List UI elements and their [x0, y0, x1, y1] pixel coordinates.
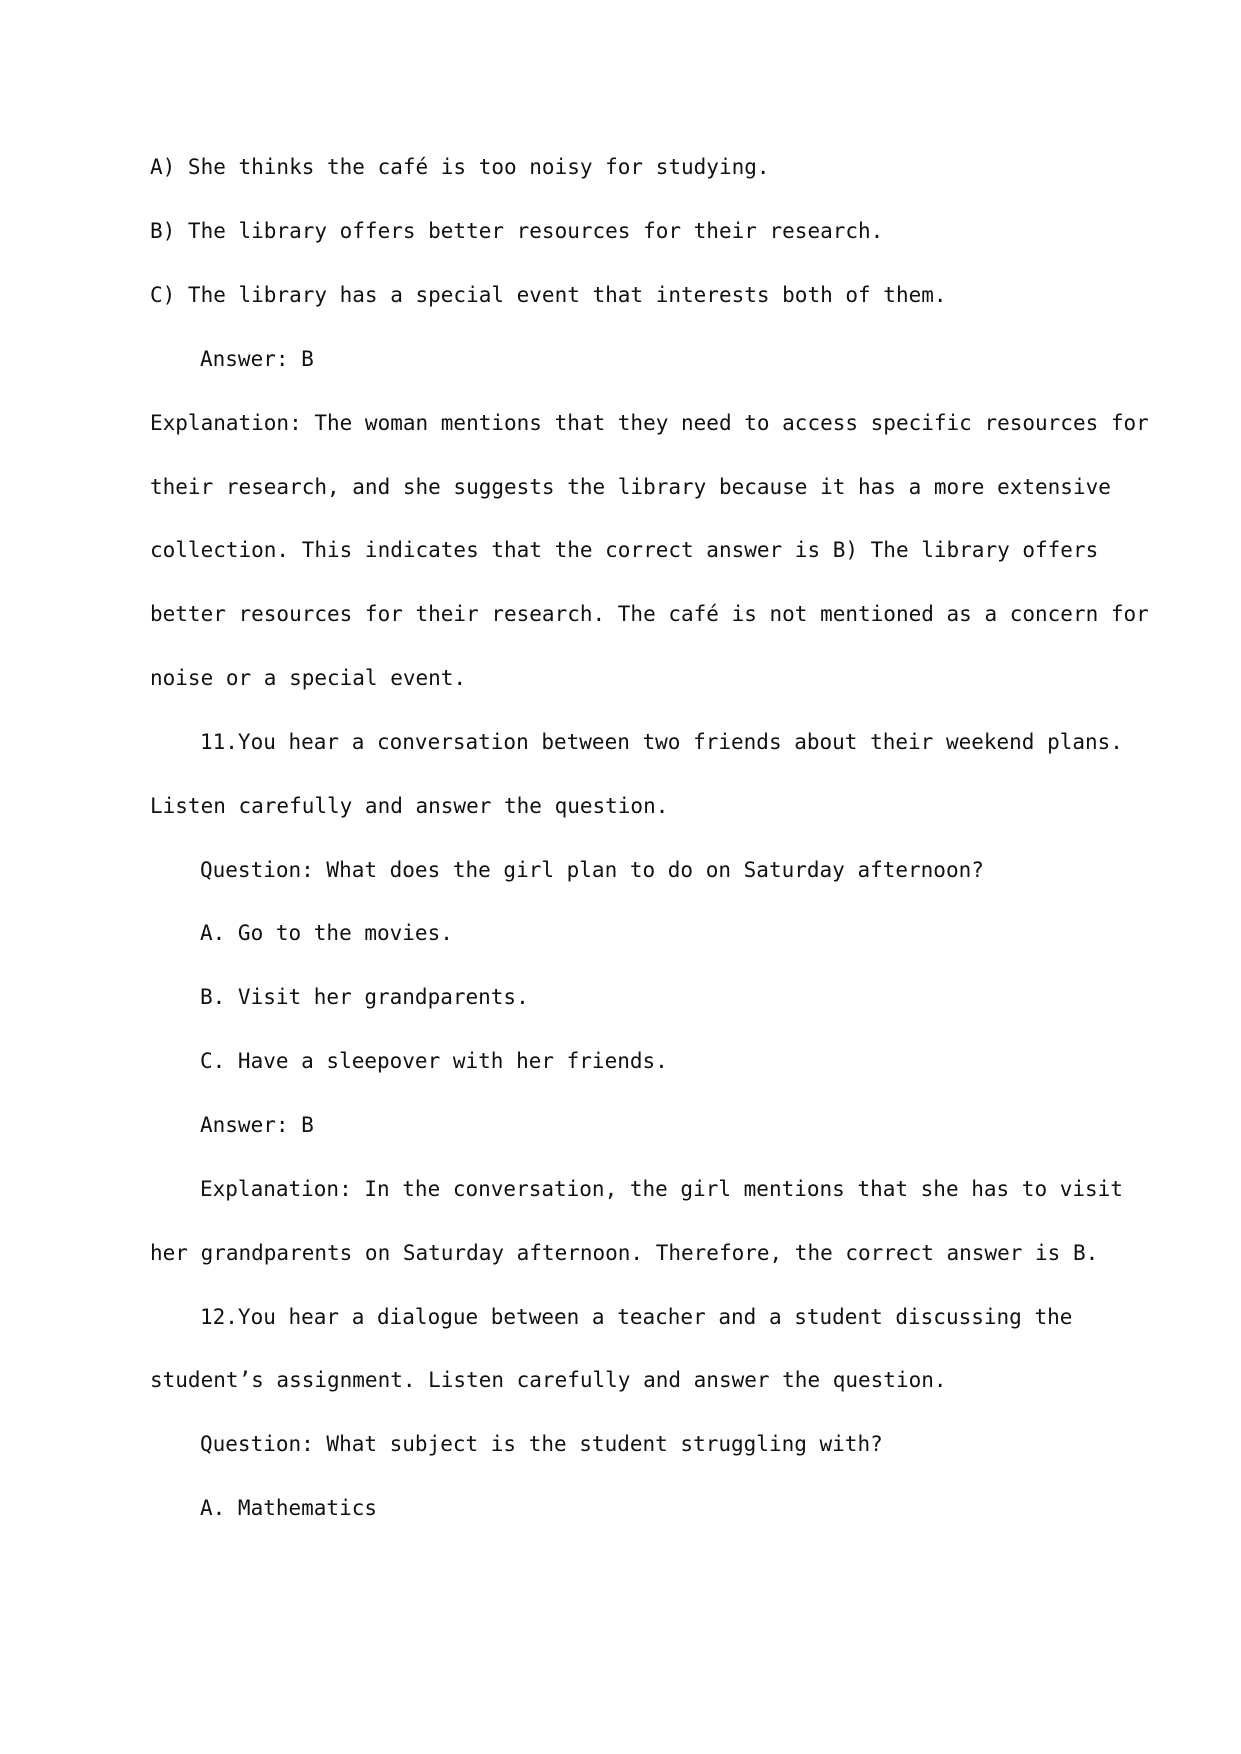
explanation-prev-line-1: Explanation: The woman mentions that they need to access specific resources for: [150, 411, 1149, 435]
option-a-prev: A) She thinks the café is too noisy for studying.: [150, 155, 770, 179]
question-11-option-a: A. Go to the movies.: [200, 921, 453, 945]
question-12-intro-line-1: 12.You hear a dialogue between a teacher and a student discussing the: [200, 1305, 1073, 1329]
explanation-prev-line-3: collection. This indicates that the correct answer is B) The library offers: [150, 538, 1099, 562]
question-12-option-a: A. Mathematics: [200, 1496, 378, 1520]
question-11-option-c: C. Have a sleepover with her friends.: [200, 1049, 668, 1073]
question-11-intro-line-1: 11.You hear a conversation between two friends about their weekend plans.: [200, 730, 1123, 754]
explanation-prev-line-5: noise or a special event.: [150, 666, 467, 690]
question-11-option-b: B. Visit her grandparents.: [200, 985, 529, 1009]
option-b-prev: B) The library offers better resources for their research.: [150, 219, 884, 243]
explanation-prev-line-4: better resources for their research. The café is not mentioned as a concern for: [150, 602, 1149, 626]
question-12-text: Question: What subject is the student struggling with?: [200, 1432, 883, 1456]
question-11-explanation-line-2: her grandparents on Saturday afternoon. Therefore, the correct answer is B.: [150, 1241, 1099, 1265]
option-c-prev: C) The library has a special event that interests both of them.: [150, 283, 947, 307]
question-12-intro-line-2: student’s assignment. Listen carefully and answer the question.: [150, 1368, 947, 1392]
explanation-prev-line-2: their research, and she suggests the library because it has a more extensive: [150, 475, 1111, 499]
question-11-intro-line-2: Listen carefully and answer the question.: [150, 794, 669, 818]
question-11-text: Question: What does the girl plan to do on Saturday afternoon?: [200, 858, 984, 882]
question-11-explanation-line-1: Explanation: In the conversation, the girl mentions that she has to visit: [200, 1177, 1123, 1201]
question-11-answer: Answer: B: [200, 1113, 314, 1137]
answer-prev: Answer: B: [200, 347, 314, 371]
